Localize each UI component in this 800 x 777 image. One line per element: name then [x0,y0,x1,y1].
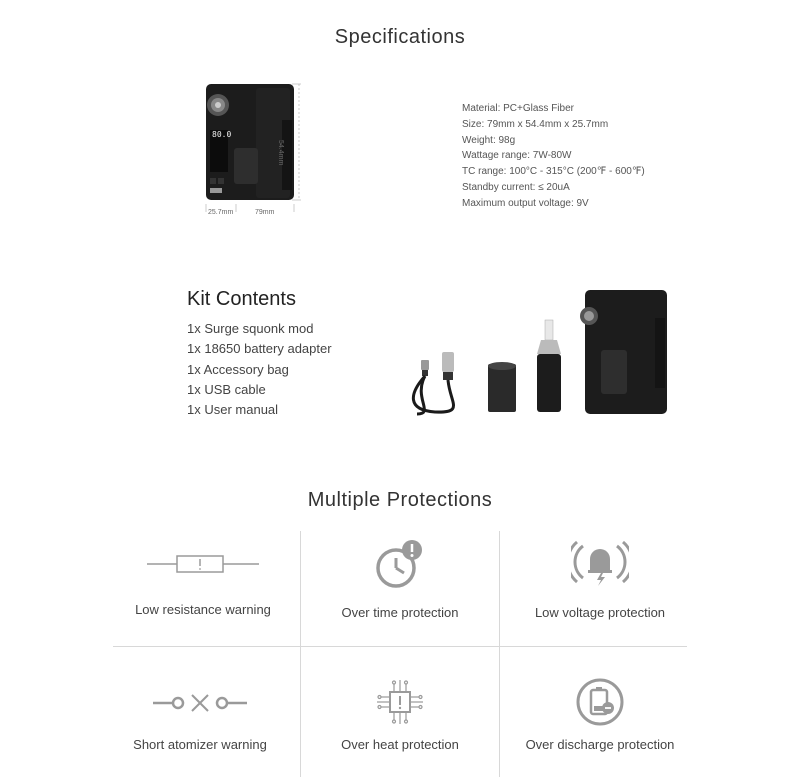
spec-item: Material: PC+Glass Fiber [462,103,574,114]
protection-short-atomizer [107,646,293,762]
kit-item: 1x 18650 battery adapter [187,341,332,357]
protection-over-heat [307,646,493,762]
kit-item: 1x USB cable [187,381,266,397]
chip-warning-icon [375,678,425,731]
protection-over-discharge [507,646,693,762]
spec-item: Weight: 98g [462,134,516,146]
spec-item: Maximum output voltage: 9V [462,197,589,209]
protection-label: Over discharge protection [525,737,675,752]
kit-item: 1x Surge squonk mod [187,321,314,336]
protection-label: Low voltage protection [534,605,666,620]
grid-divider [499,531,500,777]
kit-contents-title: Kit Contents [187,288,296,310]
squonk-bottle-icon [537,320,561,412]
squonk-mod-icon [580,290,667,414]
kit-image [405,288,675,418]
protection-over-time [307,530,493,646]
grid-divider [300,531,301,777]
clock-alert-icon [374,540,426,595]
protection-label: Over time protection [341,605,459,620]
protection-label: Short atomizer warning [133,737,267,752]
dimension-depth: 25.7mm [208,209,234,216]
device-image [196,80,306,220]
protection-low-voltage [507,530,693,646]
resistor-warning-icon [147,552,259,581]
protection-low-resistance [110,530,296,646]
bell-alarm-icon [571,540,629,591]
usb-cable-icon [413,352,454,414]
dimension-width: 79mm [255,209,275,216]
dimension-height: 54.4mm [277,140,284,166]
protections-title: Multiple Protections [307,489,493,511]
protection-label: Over heat protection [341,737,459,752]
squonk-mod-illustration [196,80,306,220]
screen-reading: 80.0 [212,130,232,139]
short-circuit-icon [153,692,247,719]
spec-item: Wattage range: 7W-80W [462,150,572,162]
kit-item: 1x Accessory bag [187,361,289,377]
kit-list [187,319,332,420]
battery-discharge-icon [576,678,624,731]
spec-item: Size: 79mm x 54.4mm x 25.7mm [462,118,609,130]
protection-label: Low resistance warning [135,602,271,617]
battery-adapter-icon [488,362,516,412]
kit-item: 1x User manual [187,402,279,418]
kit-items-illustration [405,288,675,418]
spec-item: Standby current: ≤ 20uA [462,181,570,193]
spec-item: TC range: 100°C - 315°C (200℉ - 600℉) [462,166,645,178]
specifications-title: Specifications [334,26,466,48]
spec-list [462,101,645,212]
